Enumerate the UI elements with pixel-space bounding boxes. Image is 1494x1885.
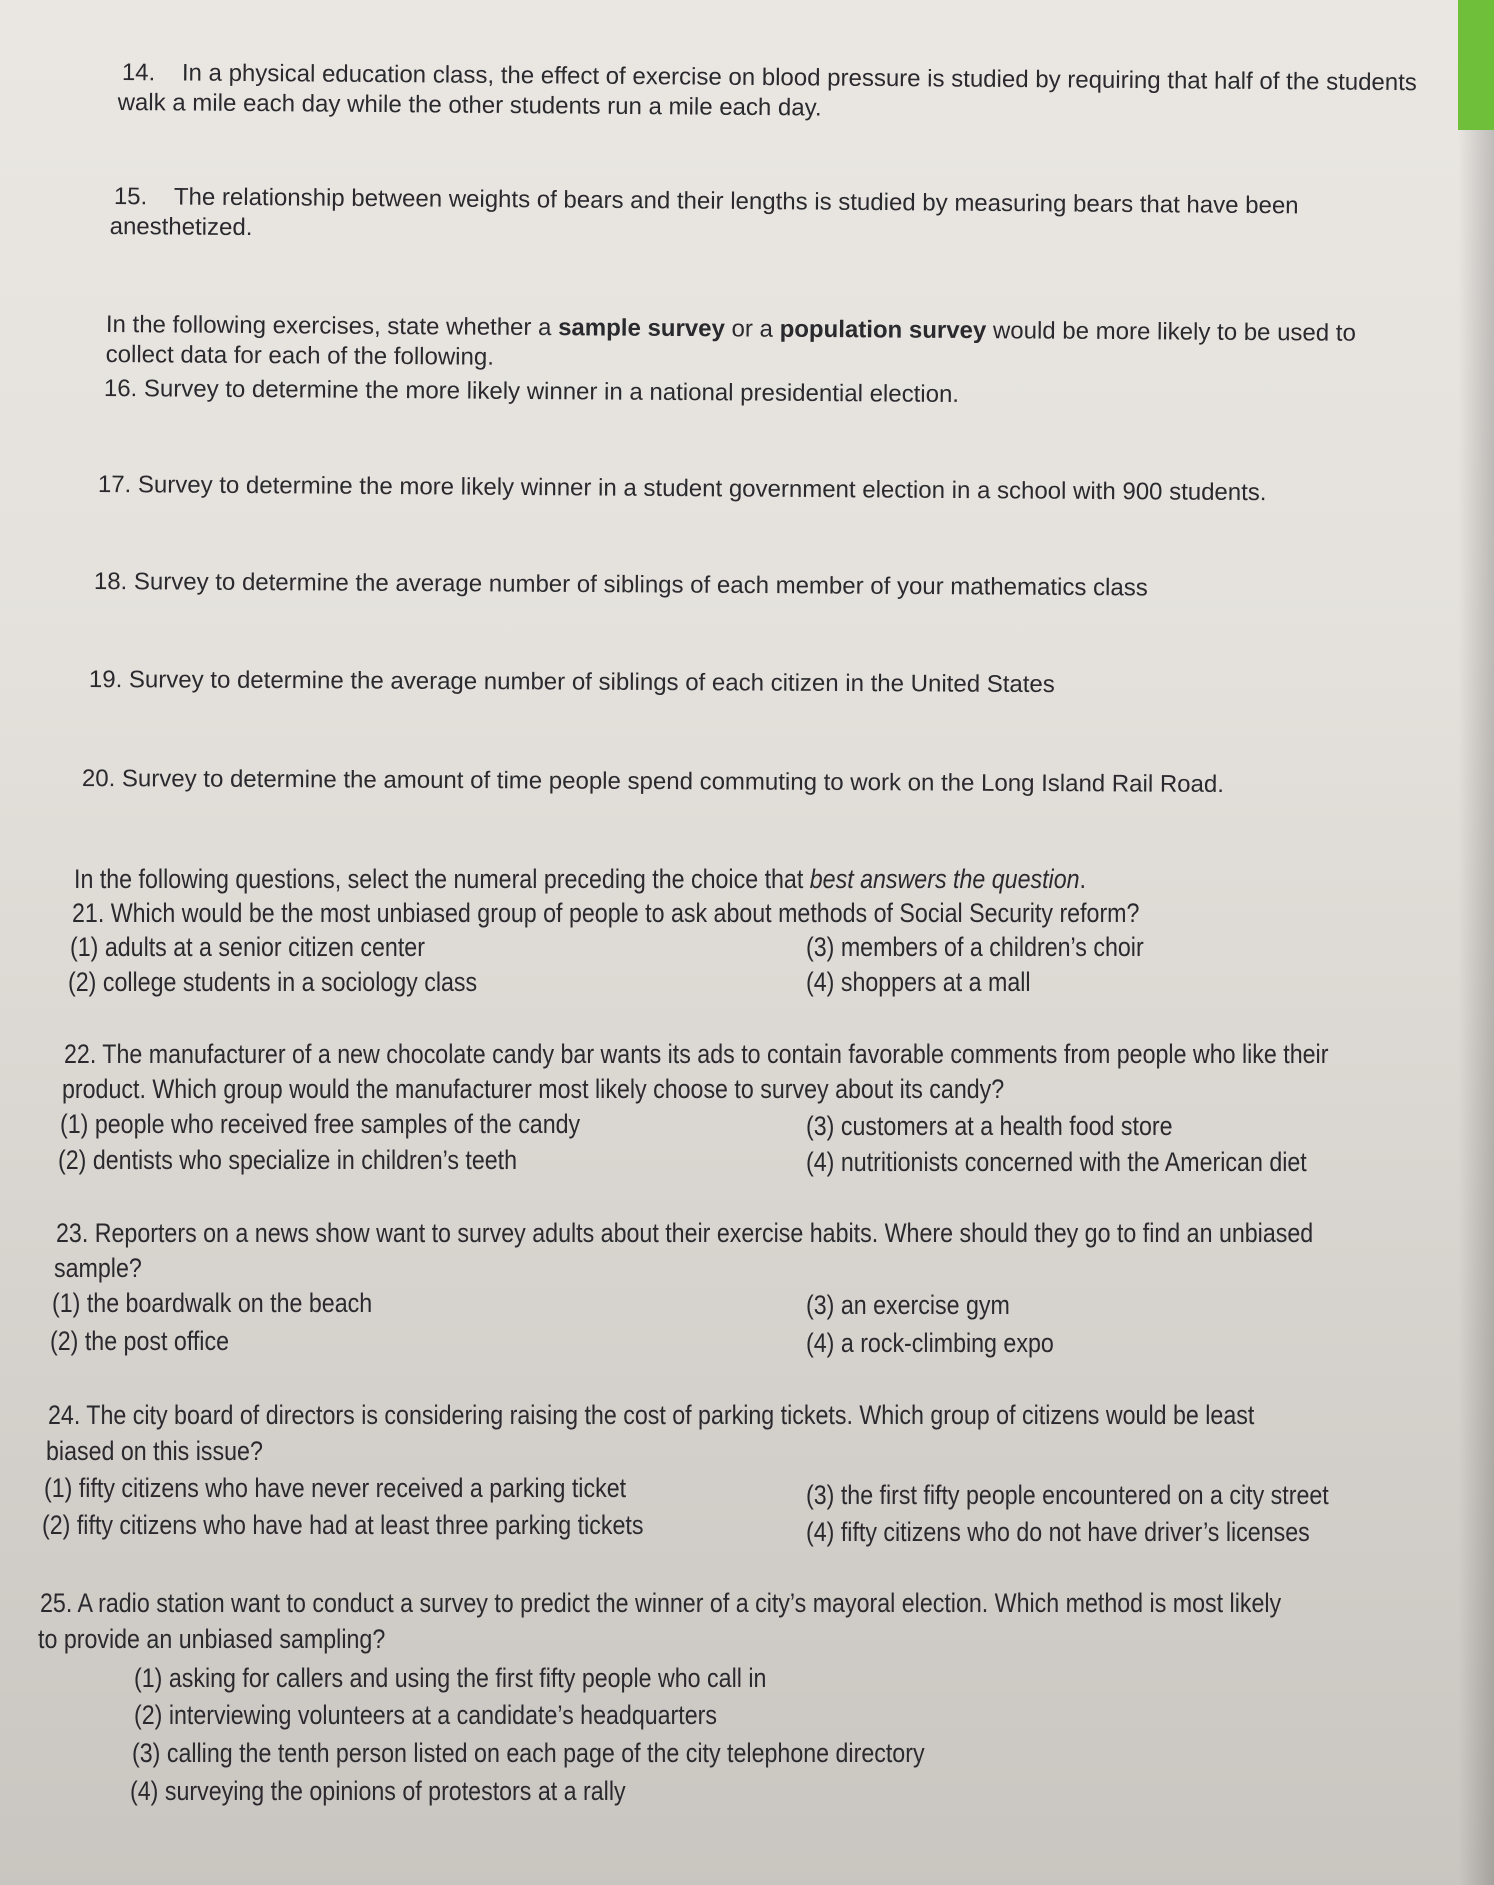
question-24-stem-line2: biased on this issue? xyxy=(46,1436,263,1466)
question-25-choice-4: (4) surveying the opinions of protestors at a rally xyxy=(130,1776,626,1806)
question-23-stem-line1: 23. Reporters on a news show want to survey adults about their exercise habits. Where should they go to find an unbiased xyxy=(56,1218,1314,1248)
population-survey-term: population survey xyxy=(779,315,987,345)
mc-instructions-text: In the following questions, select the numeral preceding the choice that xyxy=(74,864,810,894)
question-14 xyxy=(117,58,1417,128)
question-21-stem: 21. Which would be the most unbiased group of people to ask about methods of Social Security reform? xyxy=(72,898,1140,928)
question-14-number: 14. xyxy=(121,58,156,87)
question-22-stem-line1: 22. The manufacturer of a new chocolate candy bar wants its ads to contain favorable comments from people who like their xyxy=(64,1039,1329,1069)
question-24-choice-1: (1) fifty citizens who have never received a parking ticket xyxy=(44,1473,627,1503)
question-14-text-line2: walk a mile each day while the other students run a mile each day. xyxy=(117,88,822,122)
question-25-stem-line1: 25. A radio station want to conduct a survey to predict the winner of a city’s mayoral election. Which method is most likely xyxy=(40,1588,1282,1618)
question-22-choice-4: (4) nutritionists concerned with the American diet xyxy=(806,1147,1307,1177)
question-15-number: 15. xyxy=(113,182,148,211)
question-22-choice-1: (1) people who received free samples of the candy xyxy=(60,1109,581,1139)
question-23-choice-4: (4) a rock-climbing expo xyxy=(806,1328,1054,1358)
question-22-stem-line2: product. Which group would the manufacturer most likely choose to survey about its candy? xyxy=(62,1074,1005,1104)
survey-instructions-line2: collect data for each of the following. xyxy=(105,340,495,371)
question-21-choice-2: (2) college students in a sociology class xyxy=(68,967,478,997)
survey-instructions-text: In the following exercises, state whether a xyxy=(105,310,559,342)
question-20: 20. Survey to determine the amount of time people spend commuting to work on the Long Island Rail Road. xyxy=(81,765,1224,798)
page-shadow-edge xyxy=(1458,0,1494,1885)
mc-instructions-period: . xyxy=(1079,864,1087,894)
survey-instructions-text: would be more likely to be used to xyxy=(986,317,1356,347)
question-23-choice-2: (2) the post office xyxy=(50,1326,229,1356)
sample-survey-term: sample survey xyxy=(558,314,726,343)
survey-instructions-text: or a xyxy=(724,315,780,343)
question-21-choice-3: (3) members of a children’s choir xyxy=(806,932,1144,962)
question-25-choice-3: (3) calling the tenth person listed on each page of the city telephone directory xyxy=(132,1738,925,1768)
survey-instructions xyxy=(106,310,1356,379)
question-24-choice-2: (2) fifty citizens who have had at least three parking tickets xyxy=(42,1510,644,1540)
question-23-stem-line2: sample? xyxy=(54,1253,142,1283)
question-21-choice-4: (4) shoppers at a mall xyxy=(806,967,1031,997)
question-15-text-line1: The relationship between weights of bears and their lengths is studied by measuring bears that have been xyxy=(173,183,1299,220)
question-16: 16. Survey to determine the more likely winner in a national presidential election. xyxy=(103,374,960,408)
question-25-choice-1: (1) asking for callers and using the first fifty people who call in xyxy=(134,1663,767,1693)
question-14-text-line1: In a physical education class, the effect of exercise on blood pressure is studied by requiring that half of the students xyxy=(181,59,1417,97)
mc-instructions xyxy=(74,864,1086,895)
question-24-choice-4: (4) fifty citizens who do not have driver’s licenses xyxy=(806,1517,1310,1547)
question-24-stem-line1: 24. The city board of directors is considering raising the cost of parking tickets. Which group of citizens would be least xyxy=(48,1400,1255,1430)
question-22-choice-2: (2) dentists who specialize in children’s teeth xyxy=(58,1145,518,1175)
question-22-choice-3: (3) customers at a health food store xyxy=(806,1111,1173,1141)
question-23-choice-3: (3) an exercise gym xyxy=(806,1290,1010,1320)
question-24-choice-3: (3) the first fifty people encountered on a city street xyxy=(806,1480,1329,1510)
question-25-choice-2: (2) interviewing volunteers at a candidate’s headquarters xyxy=(134,1700,717,1730)
question-19: 19. Survey to determine the average number of siblings of each citizen in the United States xyxy=(88,666,1055,699)
question-15-text-line2: anesthetized. xyxy=(109,212,253,242)
question-15 xyxy=(109,182,1299,251)
question-25-stem-line2: to provide an unbiased sampling? xyxy=(38,1624,386,1654)
mc-instructions-emphasis: best answers the question xyxy=(809,864,1080,894)
question-18: 18. Survey to determine the average number of siblings of each member of your mathematics class xyxy=(93,568,1148,602)
question-17: 17. Survey to determine the more likely winner in a student government election in a school with 900 students. xyxy=(97,470,1267,507)
question-21-choice-1: (1) adults at a senior citizen center xyxy=(70,932,425,962)
background-green-object xyxy=(1458,0,1494,130)
question-23-choice-1: (1) the boardwalk on the beach xyxy=(52,1288,373,1318)
